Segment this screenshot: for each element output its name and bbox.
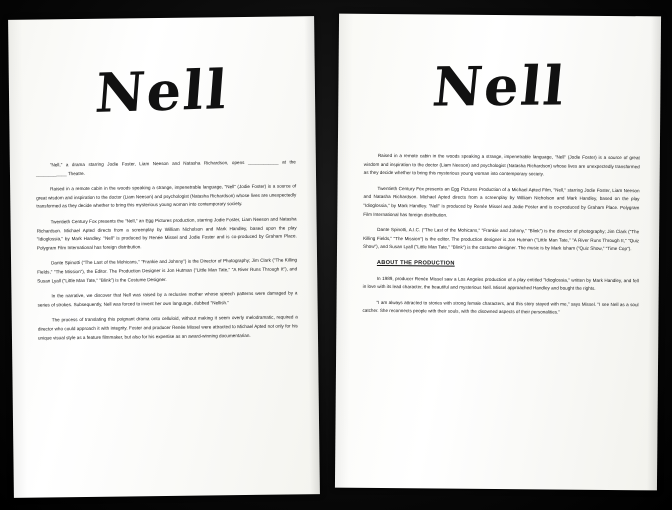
document-page-left [8,16,320,498]
page-right-body [362,152,639,325]
page-left-title: Nell [93,57,231,126]
paragraph: Twentieth Century Fox presents the "Nell," an Egg Pictures production, starring Jodie Foster, Liam Neeson and Natasha Richardson. Michael Apted directs from a screenplay by William Nicholson and Mark Handley, based upon the play "Idioglossia," by Mark Handley. "Nell" is produced by Renée Missel and Jodie Foster and is co-produced by Graham Place. Polygram Film International has foreign distribution. [36,216,297,251]
paragraph: Raised in a remote cabin in the woods speaking a strange, impenetrable language, "Nell" (Jodie Foster) is a source of great wisdom and inspiration to the doctor (Liam Neeson) and psychologist (Natasha Richardson) whose lives are unexpectedly transformed as they decide whether to bring this mysterious young woman into contemporary society. [36,183,297,209]
page-right-title: Nell [429,53,570,119]
paragraph: The process of translating this poignant drama onto celluloid, without making it seem overly melodramatic, required a director who could approach it with integrity. Foster and producer Renée Missel were attracted to Michael Apted not only for his unique visual style as a feature filmmaker, but also for his expertise as an award-winning documentarian. [37,314,298,341]
page-left-content [8,16,320,498]
paragraph: "I am always attracted to stories with strong female characters, and this story stayed with me," says Missel. "I see Nell as a soul catcher. She reconnects people with their souls, with the disowned aspects of their personalities." [362,299,639,315]
paragraph: Dante Spinotti, A.I.C. ("The Last of the Mohicans," "Frankie and Johnny," "Blink") is the director of photography; Jim Clark ("The Killing Fields," "The Mission") is the editor. The production designer is Jon Hutman ("Little Man Tate," "A River Runs Through It," "Quiz Show"), and Susan Lyall ("Little Man Tate," "Blink") is the costume designer. The music is by Mark Isham ("Quiz Show," "Time Cop"). [363,227,640,252]
page-right-content [335,14,661,491]
paragraph: In 1989, producer Renée Missel saw a Los Angeles production of a play entitled "Idioglossia," written by Mark Handley, and fell in love with its lead character, the beautiful and mysterious Nell. Missel approached Handley and bought the rights. [362,275,639,291]
paragraph: In the narrative, we discover that Nell was raised by a reclusive mother whose speech patterns were damaged by a series of strokes. Subsequently, Nell was forced to invent her own language, dubbed "Nellish." [37,290,298,308]
document-page-right [335,14,661,491]
paragraph: Dante Spinotti ("The Last of the Mohicans," "Frankie and Johnny") is the Director of Photography; Jim Clark ("The Killing Fields," "The Mission"), the Editor. The Production Designer is Jon Hutman ("Little Man Tate," "A River Runs Through It"), and Susan Lyall ("Little Man Tate," "Blink") is the Costume Designer. [37,257,298,284]
paragraph: "Nell," a drama starring Jodie Foster, Liam Neeson and Natasha Richardson, opens ____________ at the ____________ Theatre. [35,159,296,177]
section-heading: ABOUT THE PRODUCTION [376,259,455,267]
paragraph: Twentieth Century Fox presents an Egg Pictures Production of a Michael Apted Film, "Nell," starring Jodie Foster, Liam Neeson and Natasha Richardson. Michael Apted directs from a screenplay by William Nicholson and Mark Handley, based on the play "Idioglossia," by Mark Handley. "Nell" is produced by Renée Missel and Jodie Foster and is co-produced by Graham Place. Polygram Film International has foreign distribution. [363,185,640,218]
page-left-body [36,158,298,349]
paragraph: Raised in a remote cabin in the woods speaking a strange, impenetrable language, "Nell" (Jodie Foster) is a source of great wisdom and inspiration to the doctor (Liam Neeson) and psychologist (Natasha Richardson) whose lives are unexpectedly transformed as they decide whether to bring this mysterious young woman into contemporary society. [363,152,640,177]
